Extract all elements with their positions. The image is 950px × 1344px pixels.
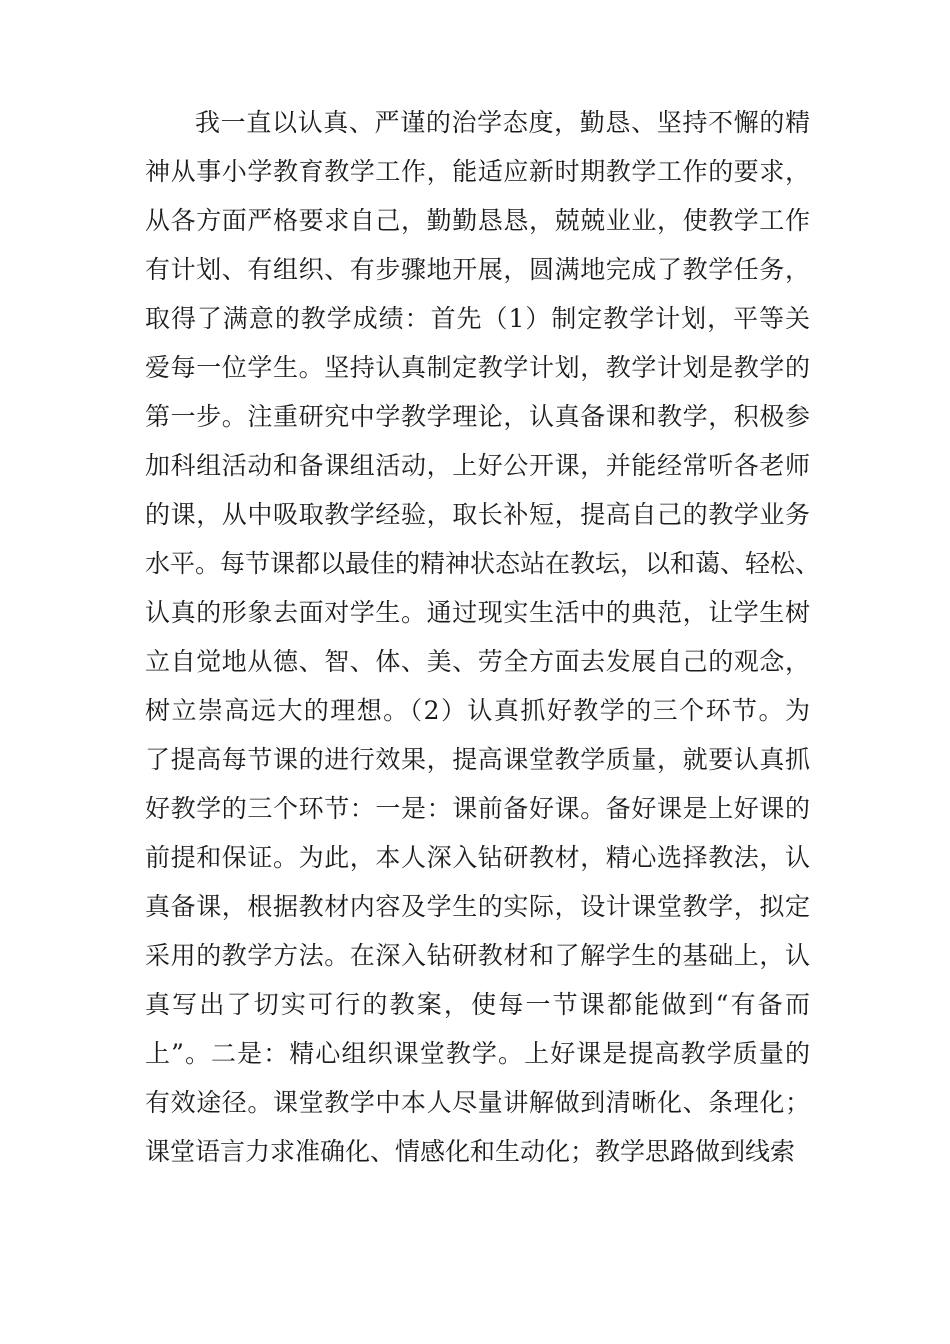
text-line-3: 从各方面严格要求自己，勤勤恳恳，兢兢业业，使教学工作 [145,206,810,235]
text-line-11: 认真的形象去面对学生。通过现实生活中的典范，让学生树 [145,598,810,627]
text-line-20: 上”。二是：精心组织课堂教学。上好课是提高教学质量的 [145,1039,810,1068]
body-paragraph [145,98,821,1176]
text-line-19: 真写出了切实可行的教案，使每一节课都能做到“有备而 [145,990,810,1019]
text-line-18: 采用的教学方法。在深入钻研教材和了解学生的基础上，认 [145,941,810,970]
text-line-16: 前提和保证。为此，本人深入钻研教材，精心选择教法，认 [145,843,810,872]
text-line-13: 树立崇高远大的理想。（2）认真抓好教学的三个环节。为 [145,696,810,725]
text-line-22: 课堂语言力求准确化、情感化和生动化；教学思路做到线索 [145,1137,796,1166]
text-line-6: 爱每一位学生。坚持认真制定教学计划，教学计划是教学的 [145,353,810,382]
text-line-17: 真备课，根据教材内容及学生的实际，设计课堂教学，拟定 [145,892,810,921]
text-line-21: 有效途径。课堂教学中本人尽量讲解做到清晰化、条理化； [145,1088,810,1117]
text-line-10: 水平。每节课都以最佳的精神状态站在教坛，以和蔼、轻松、 [145,549,821,578]
text-line-4: 有计划、有组织、有步骤地开展，圆满地完成了教学任务， [145,255,810,284]
text-line-7: 第一步。注重研究中学教学理论，认真备课和教学，积极参 [145,402,810,431]
text-line-9: 的课，从中吸取教学经验，取长补短，提高自己的教学业务 [145,500,810,529]
text-line-1: 我一直以认真、严谨的治学态度，勤恳、坚持不懈的精 [195,108,810,137]
text-line-14: 了提高每节课的进行效果，提高课堂教学质量，就要认真抓 [145,745,810,774]
text-line-12: 立自觉地从德、智、体、美、劳全方面去发展自己的观念， [145,647,810,676]
text-line-15: 好教学的三个环节：一是：课前备好课。备好课是上好课的 [145,794,810,823]
text-line-8: 加科组活动和备课组活动，上好公开课，并能经常听各老师 [145,451,810,480]
text-line-2: 神从事小学教育教学工作，能适应新时期教学工作的要求， [145,157,810,186]
text-line-5: 取得了满意的教学成绩：首先（1）制定教学计划，平等关 [145,304,810,333]
